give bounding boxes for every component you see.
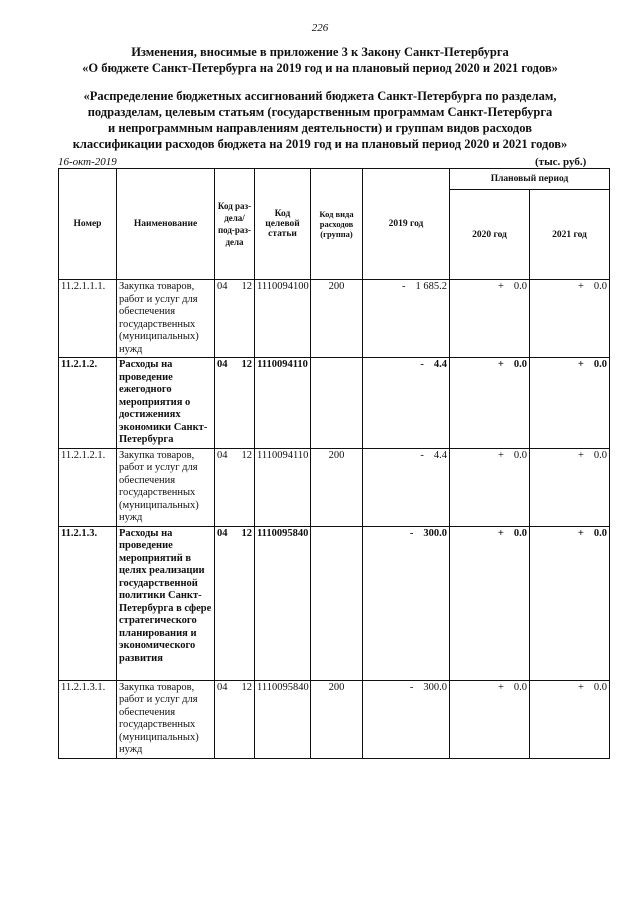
row-kind-code: 200 <box>311 448 363 526</box>
header-target-code: Код целевой статьи <box>255 169 311 280</box>
subsection-code: 12 <box>241 281 252 292</box>
subheading-line: классификации расходов бюджета на 2019 год и на плановый период 2020 и 2021 годов» <box>72 137 568 151</box>
section-code: 04 <box>217 359 228 370</box>
row-value-2021 <box>530 358 610 449</box>
row-value-2019 <box>363 280 450 358</box>
row-target-code: 1110094100 <box>255 280 311 358</box>
sign: + <box>577 449 584 461</box>
header-planned-period: Плановый период <box>450 169 610 190</box>
row-name: Закупка товаров, работ и услуг для обеспечения государственных (муниципальных) нужд <box>117 448 215 526</box>
sign: + <box>577 527 584 539</box>
section-code: 04 <box>217 449 228 461</box>
value: 4.4 <box>433 449 447 461</box>
header-section-code: Код раз-дела/ под-раз-дела <box>215 169 255 280</box>
sign: - <box>409 527 414 539</box>
header-2021: 2021 год <box>530 190 610 280</box>
section-code: 04 <box>217 281 228 292</box>
row-kind-code <box>311 526 363 680</box>
row-number: 11.2.1.3. <box>59 526 117 680</box>
header-name: Наименование <box>117 169 215 280</box>
value: 300.0 <box>423 681 447 693</box>
row-kind-code: 200 <box>311 680 363 758</box>
row-value-2021 <box>530 280 610 358</box>
row-value-2019 <box>363 448 450 526</box>
row-value-2020 <box>450 280 530 358</box>
section-code: 04 <box>217 527 228 539</box>
sign: + <box>497 681 504 693</box>
row-name: Расходы на проведение мероприятий в целях реализации государственной политики Санкт-Петербурга в сфере стратегического планирования и экономического развития <box>117 526 215 680</box>
subsection-code: 12 <box>241 359 252 370</box>
table-row <box>59 680 610 758</box>
row-target-code: 1110095840 <box>255 680 311 758</box>
page-number: 226 <box>311 22 329 34</box>
sign: + <box>497 359 504 370</box>
subheading-line: «Распределение бюджетных ассигнований бюджета Санкт-Петербурга по разделам, <box>83 89 557 103</box>
subsection-code: 12 <box>241 681 252 693</box>
sign: - <box>409 681 414 693</box>
row-target-code: 1110094110 <box>255 358 311 449</box>
sign: - <box>420 449 424 461</box>
row-name: Закупка товаров, работ и услуг для обеспечения государственных (муниципальных) нужд <box>117 680 215 758</box>
value: 1 685.2 <box>415 281 447 292</box>
sign: + <box>497 281 504 292</box>
header-2020: 2020 год <box>450 190 530 280</box>
sign: + <box>497 527 504 539</box>
row-section-code <box>215 280 255 358</box>
value: 0.0 <box>593 281 607 292</box>
heading-line: Изменения, вносимые в приложение 3 к Закону Санкт-Петербурга <box>131 45 509 59</box>
header-number: Номер <box>59 169 117 280</box>
subsection-code: 12 <box>241 527 252 539</box>
row-number: 11.2.1.2. <box>59 358 117 449</box>
subheading-line: подразделам, целевым статьям (государственным программам Санкт-Петербурга <box>87 105 553 119</box>
value: 0.0 <box>593 449 607 461</box>
table-row <box>59 448 610 526</box>
units-label: (тыс. руб.) <box>535 156 587 168</box>
row-target-code: 1110095840 <box>255 526 311 680</box>
row-number: 11.2.1.1.1. <box>59 280 117 358</box>
subsection-code: 12 <box>241 449 252 461</box>
row-value-2019 <box>363 680 450 758</box>
row-value-2020 <box>450 448 530 526</box>
row-value-2020 <box>450 526 530 680</box>
value: 4.4 <box>433 359 447 370</box>
sign: + <box>577 359 584 370</box>
row-value-2020 <box>450 358 530 449</box>
table-row <box>59 358 610 449</box>
value: 0.0 <box>513 359 527 370</box>
value: 0.0 <box>593 681 607 693</box>
table-row <box>59 280 610 358</box>
row-value-2021 <box>530 680 610 758</box>
row-value-2021 <box>530 448 610 526</box>
sign: - <box>402 281 406 292</box>
row-number: 11.2.1.3.1. <box>59 680 117 758</box>
value: 0.0 <box>513 449 527 461</box>
sign: - <box>420 359 424 370</box>
row-number: 11.2.1.2.1. <box>59 448 117 526</box>
subheading-line: и непрограммным направлениям деятельности) и группам видов расходов <box>108 121 532 135</box>
row-section-code <box>215 526 255 680</box>
row-value-2020 <box>450 680 530 758</box>
header-kind-code: Код вида расходов (группа) <box>311 169 363 280</box>
header-2019: 2019 год <box>363 169 450 280</box>
section-code: 04 <box>217 681 228 693</box>
value: 0.0 <box>593 359 607 370</box>
row-kind-code <box>311 358 363 449</box>
row-section-code <box>215 358 255 449</box>
row-value-2019 <box>363 358 450 449</box>
budget-table <box>58 168 610 759</box>
row-name: Закупка товаров, работ и услуг для обеспечения государственных (муниципальных) нужд <box>117 280 215 358</box>
row-section-code <box>215 448 255 526</box>
document-date: 16-окт-2019 <box>58 156 117 168</box>
sign: + <box>497 449 504 461</box>
row-value-2021 <box>530 526 610 680</box>
sign: + <box>577 681 584 693</box>
row-target-code: 1110094110 <box>255 448 311 526</box>
row-value-2019 <box>363 526 450 680</box>
value: 0.0 <box>513 527 527 539</box>
row-name: Расходы на проведение ежегодного мероприятия о достижениях экономики Санкт-Петербурга <box>117 358 215 449</box>
table-row <box>59 526 610 680</box>
value: 300.0 <box>423 527 447 539</box>
row-kind-code: 200 <box>311 280 363 358</box>
value: 0.0 <box>593 527 607 539</box>
row-section-code <box>215 680 255 758</box>
document-heading <box>40 44 600 76</box>
value: 0.0 <box>513 281 527 292</box>
value: 0.0 <box>513 681 527 693</box>
sign: + <box>577 281 584 292</box>
document-subheading <box>40 88 600 152</box>
heading-line: «О бюджете Санкт-Петербурга на 2019 год и на плановый период 2020 и 2021 годов» <box>82 61 558 75</box>
